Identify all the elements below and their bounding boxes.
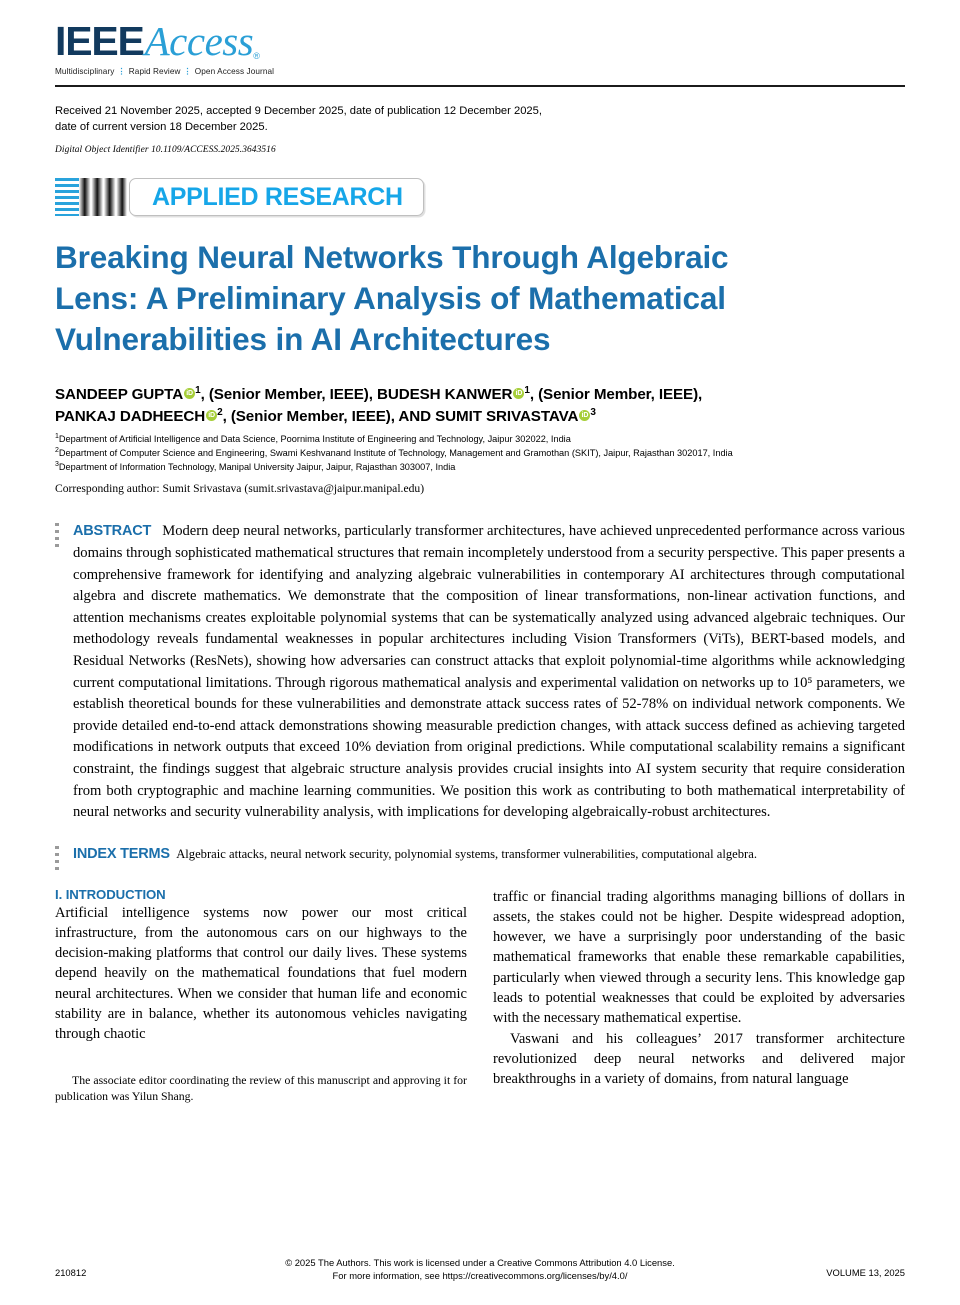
corresponding-author: Corresponding author: Sumit Srivastava (sumit.srivastava@jaipur.manipal.edu) xyxy=(55,482,425,496)
affiliation-list xyxy=(55,432,815,475)
index-terms-section xyxy=(55,844,905,866)
author-name-3: PANKAJ DADHEECH xyxy=(55,407,206,425)
dates-line-1: Received 21 November 2025, accepted 9 December 2025, date of publication 12 December 2025, xyxy=(55,104,542,117)
article-type-label xyxy=(129,178,424,216)
author-affiliation-marker: 3 xyxy=(590,406,596,418)
banner-bars-decoration xyxy=(79,178,127,216)
abstract-text: Modern deep neural networks, particularly transformer architectures, have achieved unprecedented performance across various domains through sophisticated mathematical structures that remain incompletely understood from a security perspective. This paper presents a comprehensive framework for identifying and analyzing algebraic vulnerabilities in contemporary AI architectures through computational algebra and discrete mathematics. We demonstrate that the composition of linear transformations, non-linear activation functions, and attention mechanisms creates exploitable polynomial systems that can be systematically analyzed using advanced algebraic techniques. Our methodology reveals fundamental weaknesses in popular architectures including Vision Transformers (ViTs), BERT-based models, and Residual Networks (ResNets), showing how adversaries can construct attacks that exploit polynomial-time algorithms while acknowledging current computational limitations. Through rigorous mathematical analysis and experimental validation on networks up to 10⁵ parameters, we establish theoretical bounds for these vulnerabilities and demonstrate attack success rates of 52-78% on individual network components. We provide detailed end-to-end attack demonstrations showing measurable prediction changes, with attack success defined as achieving targeted modifications in network outputs that exceed 10% deviation from original predictions. While computational scalability remains a significant constraint, the findings suggest that algebraic structure analysis provides crucial insights into AI system security that require consideration from both cryptographic and machine learning communities. We position this work as contributing to both mathematical interpretability of neural networks and security vulnerability analysis, with implications for developing algebraically-robust architectures. xyxy=(73,523,905,821)
abstract-body xyxy=(73,521,905,823)
index-terms-label: INDEX TERMS xyxy=(73,845,170,862)
abstract-dotted-marker xyxy=(55,523,59,549)
column-right xyxy=(493,887,905,1090)
affiliation-item xyxy=(55,446,815,460)
logo-tagline xyxy=(55,66,905,76)
author-line-1-end: , (Senior Member, IEEE), xyxy=(529,386,703,404)
banner-stripes-decoration xyxy=(55,178,79,216)
index-terms-text: Algebraic attacks, neural network security, polynomial systems, transformer vulnerabilities, computational algebra. xyxy=(176,846,757,861)
footer-page-number: 210812 xyxy=(55,1266,87,1278)
masthead xyxy=(55,0,905,87)
ieee-access-logo xyxy=(55,18,905,64)
author-list xyxy=(55,384,775,427)
section-heading-introduction: I. INTRODUCTION xyxy=(55,886,166,902)
intro-paragraph-left: Artificial intelligence systems now power our most critical infrastructure, from the autonomous cars on our highways to the decision-making platforms that control our daily lives. These systems depend heavily on the mathematical foundations that fuel modern neural architectures. When we consider that human life and economic stability are in balance, whether its autonomous vehicles navigating through chaotic xyxy=(55,904,467,1043)
license-line-1: © 2025 The Authors. This work is licensed under a Creative Commons Attribution 4.0 License. xyxy=(285,1256,675,1268)
intro-paragraph-right-1: traffic or financial trading algorithms managing billions of dollars in assets, the stakes could not be higher. Despite widespread adoption, however, we have a surprisingly poor understanding of the basic mathematical frameworks that enable these remarkable capabilities, particularly when viewed through a security lens. This knowledge gap leads to potential weaknesses that could be exploited by adversaries with the necessary mathematical expertise. xyxy=(493,888,905,1027)
footer-license xyxy=(195,1256,765,1283)
index-terms-body xyxy=(73,844,905,866)
intro-paragraph-right-2: Vaswani and his colleagues’ 2017 transformer architecture revolutionized deep neural networks and delivered major breakthroughs in a variety of domains, from natural language xyxy=(493,1030,905,1088)
affiliation-text: Department of Information Technology, Manipal University Jaipur, Jaipur, Rajasthan 303007, India xyxy=(58,462,456,473)
page-title: Breaking Neural Networks Through Algebraic Lens: A Preliminary Analysis of Mathematical Vulnerabilities in AI Architectures xyxy=(55,239,729,358)
body-columns xyxy=(55,886,905,1103)
logo-access-text: Access xyxy=(144,18,254,64)
orcid-icon[interactable]: iD xyxy=(206,410,217,421)
doi-line: Digital Object Identifier 10.1109/ACCESS.2025.3643516 xyxy=(55,145,276,156)
logo-ieee-text: IEEE xyxy=(55,18,144,64)
author-line-2-mid: , (Senior Member, IEEE), AND SUMIT SRIVASTAVA xyxy=(222,407,579,425)
author-affiliation-marker: 1 xyxy=(524,385,530,397)
logo-trademark-icon: ® xyxy=(253,50,260,61)
author-affiliation-marker: 2 xyxy=(217,406,223,418)
index-terms-dotted-marker xyxy=(55,846,59,872)
associate-editor-footnote: The associate editor coordinating the review of this manuscript and approving it for publication was Yilun Shang. xyxy=(55,1072,467,1103)
article-type-text: APPLIED RESEARCH xyxy=(152,182,403,211)
license-line-2[interactable]: For more information, see https://creativecommons.org/licenses/by/4.0/ xyxy=(332,1270,628,1282)
tagline-part-2: Rapid Review xyxy=(128,66,181,76)
dates-line-2: date of current version 18 December 2025. xyxy=(55,121,268,134)
orcid-icon[interactable]: iD xyxy=(513,388,524,399)
page-footer xyxy=(55,1256,905,1283)
orcid-icon[interactable]: iD xyxy=(184,388,195,399)
author-affiliation-marker: 1 xyxy=(195,385,201,397)
abstract-label: ABSTRACT xyxy=(73,523,152,540)
orcid-icon[interactable]: iD xyxy=(579,410,590,421)
publication-dates xyxy=(55,103,905,135)
author-name-1: SANDEEP GUPTA xyxy=(55,386,184,404)
tagline-separator-icon: ⋮ xyxy=(183,66,192,76)
tagline-separator-icon: ⋮ xyxy=(117,66,126,76)
affiliation-text: Department of Artificial Intelligence and Data Science, Poornima Institute of Engineering and Technology, Jaipur 302022, India xyxy=(58,433,571,444)
abstract-section xyxy=(55,521,905,823)
affiliation-marker: 3 xyxy=(55,461,59,469)
affiliation-text: Department of Computer Science and Engineering, Swami Keshvanand Institute of Technology, Management and Gramothan (SKIT), Jaipur, Rajasthan 302017, India xyxy=(58,447,733,458)
affiliation-marker: 2 xyxy=(55,446,59,454)
column-left xyxy=(55,886,467,1103)
article-type-banner xyxy=(55,178,905,216)
affiliation-item xyxy=(55,460,815,474)
footnote-area xyxy=(55,1072,467,1105)
masthead-divider xyxy=(55,85,905,87)
tagline-part-3: Open Access Journal xyxy=(194,66,275,76)
affiliation-item xyxy=(55,432,815,446)
footer-volume: VOLUME 13, 2025 xyxy=(826,1266,905,1278)
affiliation-marker: 1 xyxy=(55,432,59,440)
author-line-1-mid: , (Senior Member, IEEE), BUDESH KANWER xyxy=(200,386,513,404)
tagline-part-1: Multidisciplinary xyxy=(55,66,115,76)
